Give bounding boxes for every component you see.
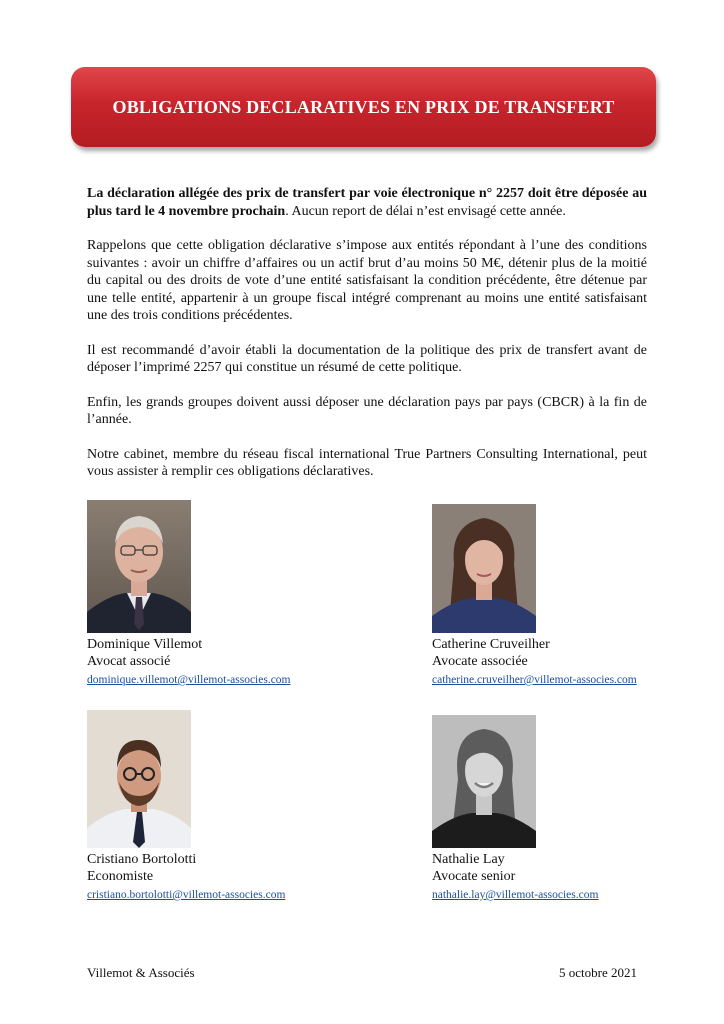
paragraph-firm-offer: Notre cabinet, membre du réseau fiscal international True Partners Consulting International, peut vous assister à remplir ces obligations déclaratives. [87,446,647,479]
member-role: Avocate senior [432,868,516,884]
paragraph-conditions: Rappelons que cette obligation déclarative s’impose aux entités répondant à l’une des conditions suivantes : avoir un chiffre d’affaires ou un actif brut d’au moins 50 M€, détenir plus de la moitié du capital ou des droits de vote d’une entité satisfaisant la condition précédente, être détenue par une telle entité, appartenir à un groupe fiscal intégré comprenant au moins une entité satisfaisant une des trois conditions précédentes. [87,238,647,323]
paragraph-deadline [87,185,647,220]
portrait-photo [432,504,536,633]
member-email-link[interactable]: cristiano.bortolotti@villemot-associes.com [87,889,286,901]
title-banner [71,67,656,147]
footer-date: 5 octobre 2021 [559,965,637,980]
page-title: OBLIGATIONS DECLARATIVES EN PRIX DE TRANSFERT [112,96,615,117]
member-role: Avocat associé [87,653,171,669]
member-email-link[interactable]: nathalie.lay@villemot-associes.com [432,889,599,901]
body-text [87,185,647,498]
paragraph-documentation: Il est recommandé d’avoir établi la documentation de la politique des prix de transfert avant de déposer l’imprimé 2257 qui constitue un résumé de cette politique. [87,342,647,375]
member-email-link[interactable]: dominique.villemot@villemot-associes.com [87,674,291,686]
deadline-emphasis: La déclaration allégée des prix de transfert par voie électronique n° 2257 doit être déposée au plus tard le 4 novembre prochain [87,186,647,219]
member-email-link[interactable]: catherine.cruveilher@villemot-associes.com [432,674,637,686]
member-name: Dominique Villemot [87,637,203,652]
team-member-card [87,710,285,904]
deadline-rest: . Aucun report de délai n’est envisagé cette année. [285,203,566,219]
team-member-card [432,715,598,904]
team-member-card [87,500,291,689]
team-member-card [432,504,637,689]
member-name: Cristiano Bortolotti [87,852,197,867]
member-name: Catherine Cruveilher [432,637,550,652]
member-name: Nathalie Lay [432,852,505,867]
portrait-photo [87,500,191,633]
footer-firm: Villemot & Associés [87,965,195,980]
portrait-photo [432,715,536,848]
member-role: Economiste [87,868,154,884]
portrait-photo [87,710,191,848]
member-role: Avocate associée [432,653,528,669]
paragraph-cbcr: Enfin, les grands groupes doivent aussi déposer une déclaration pays par pays (CBCR) à la fin de l’année. [87,394,647,427]
